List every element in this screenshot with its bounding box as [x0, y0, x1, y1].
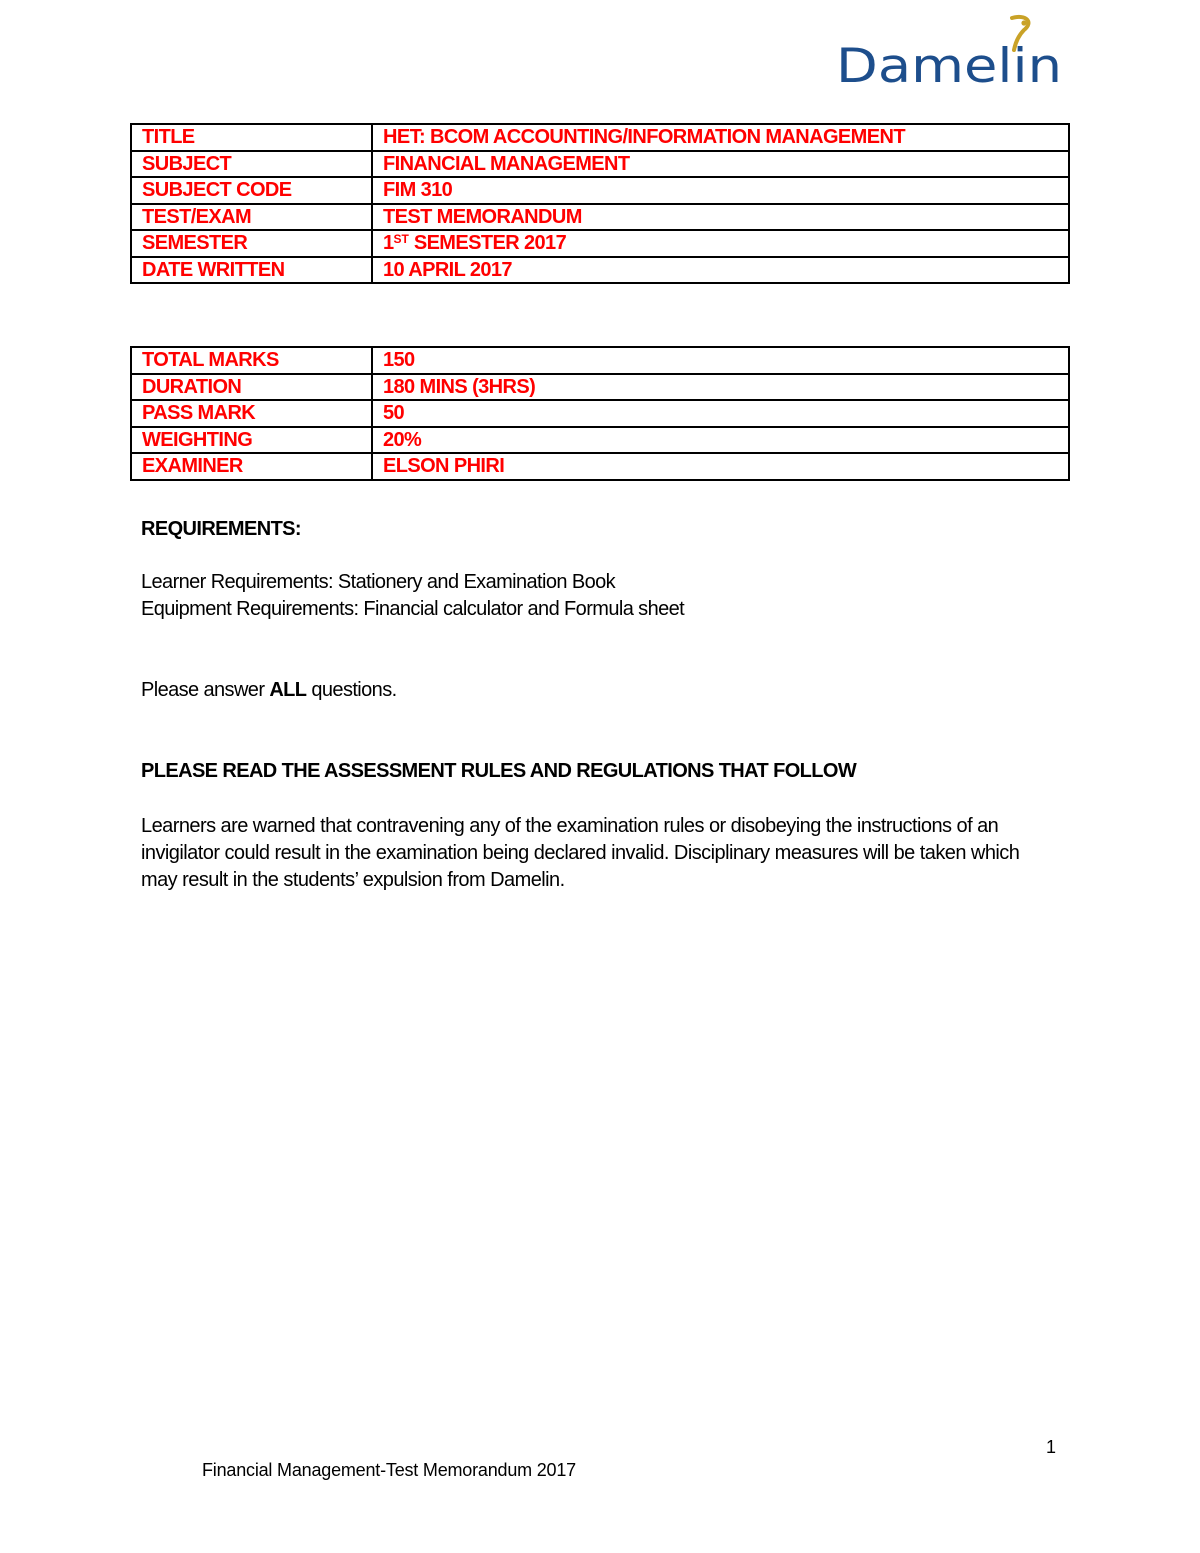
semester-value	[372, 230, 1069, 257]
subject-code-label: SUBJECT CODE	[131, 177, 372, 204]
logo-dot-icon	[1021, 20, 1026, 25]
marks-info-table	[130, 346, 1070, 481]
table-row	[131, 427, 1069, 454]
logo-wordmark: Damelin	[836, 39, 1062, 90]
table-row	[131, 374, 1069, 401]
title-label: TITLE	[131, 124, 372, 151]
damelin-logo	[836, 14, 1066, 90]
title-value: HET: BCOM ACCOUNTING/INFORMATION MANAGEMENT	[372, 124, 1069, 151]
warning-line: may result in the students’ expulsion from Damelin.	[141, 869, 565, 891]
warning-line: Learners are warned that contravening any of the examination rules or disobeying the instructions of an	[141, 815, 999, 837]
test-exam-label: TEST/EXAM	[131, 204, 372, 231]
total-marks-label: TOTAL MARKS	[131, 347, 372, 374]
pass-mark-label: PASS MARK	[131, 400, 372, 427]
table-row	[131, 177, 1069, 204]
table-row	[131, 257, 1069, 284]
total-marks-value: 150	[372, 347, 1069, 374]
table-row	[131, 400, 1069, 427]
semester-rest: SEMESTER 2017	[408, 232, 567, 255]
page-number: 1	[1046, 1437, 1057, 1457]
subject-code-value: FIM 310	[372, 177, 1069, 204]
answer-instruction	[141, 677, 397, 704]
instruction-emphasis: ALL	[269, 679, 307, 701]
requirements-heading: REQUIREMENTS:	[141, 518, 301, 540]
semester-number: 1	[383, 232, 394, 255]
semester-label: SEMESTER	[131, 230, 372, 257]
semester-ordinal: ST	[393, 232, 409, 247]
duration-value: 180 MINS (3HRS)	[372, 374, 1069, 401]
subject-label: SUBJECT	[131, 151, 372, 178]
equipment-requirements: Equipment Requirements: Financial calculator and Formula sheet	[141, 598, 685, 620]
weighting-value: 20%	[372, 427, 1069, 454]
table-row	[131, 347, 1069, 374]
instruction-after: questions.	[306, 679, 397, 701]
table-row	[131, 230, 1069, 257]
test-exam-value: TEST MEMORANDUM	[372, 204, 1069, 231]
weighting-label: WEIGHTING	[131, 427, 372, 454]
date-written-label: DATE WRITTEN	[131, 257, 372, 284]
table-row	[131, 151, 1069, 178]
rules-heading: PLEASE READ THE ASSESSMENT RULES AND REGULATIONS THAT FOLLOW	[141, 760, 857, 782]
subject-value: FINANCIAL MANAGEMENT	[372, 151, 1069, 178]
learner-requirements: Learner Requirements: Stationery and Examination Book	[141, 571, 616, 593]
date-written-value: 10 APRIL 2017	[372, 257, 1069, 284]
page-footer: Financial Management-Test Memorandum 2017	[202, 1460, 576, 1480]
instruction-before: Please answer	[141, 679, 270, 701]
table-row	[131, 204, 1069, 231]
table-row	[131, 453, 1069, 480]
examiner-value: ELSON PHIRI	[372, 453, 1069, 480]
course-info-table	[130, 123, 1070, 284]
warning-line: invigilator could result in the examination being declared invalid. Disciplinary measures will be taken which	[141, 842, 1020, 864]
warning-paragraph	[141, 813, 1061, 894]
pass-mark-value: 50	[372, 400, 1069, 427]
duration-label: DURATION	[131, 374, 372, 401]
table-row	[131, 124, 1069, 151]
examiner-label: EXAMINER	[131, 453, 372, 480]
